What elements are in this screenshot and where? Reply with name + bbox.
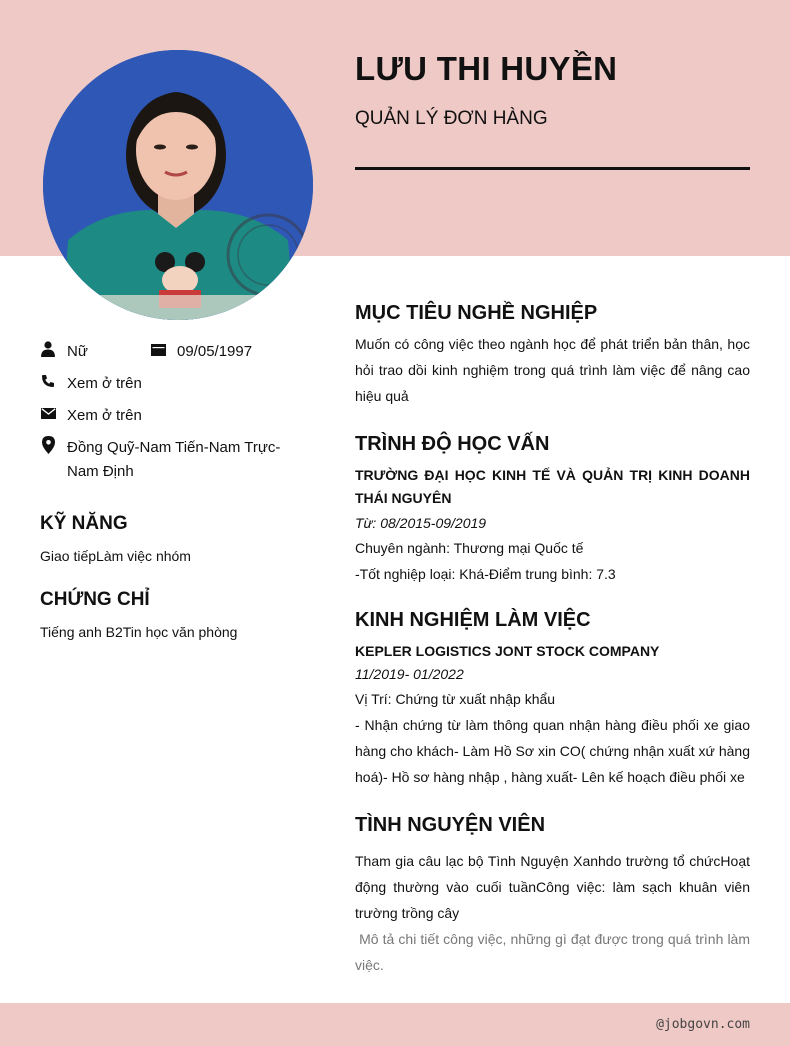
education-period: Từ: 08/2015-09/2019 [355, 515, 487, 531]
gender-row [40, 340, 88, 364]
volunteer-section [355, 814, 754, 978]
gender-value: Nữ [67, 343, 88, 360]
phone-icon [40, 372, 56, 390]
education-heading: TRÌNH ĐỘ HỌC VẤN [355, 433, 550, 455]
volunteer-heading: TÌNH NGUYỆN VIÊN [355, 814, 546, 836]
objective-section [355, 302, 750, 409]
experience-period: 11/2019- 01/2022 [355, 666, 464, 682]
experience-section [355, 609, 750, 790]
user-icon [40, 340, 56, 358]
birthdate-value: 09/05/1997 [177, 343, 253, 360]
education-section [355, 433, 750, 587]
header-divider [355, 167, 750, 170]
education-major: Chuyên ngành: Thương mại Quốc tế [355, 540, 584, 556]
phone-row [40, 372, 142, 396]
company-name: KEPLER LOGISTICS JONT STOCK COMPANY [355, 643, 660, 659]
calendar-icon [150, 340, 166, 358]
skills-heading: KỸ NĂNG [40, 513, 128, 534]
volunteer-hint: Mô tả chi tiết công việc, những gì đạt được trong quá trình làm việc. [355, 931, 754, 973]
candidate-name: LƯU THI HUYỀN [355, 50, 618, 87]
address-value: Đồng Quỹ-Nam Tiến-Nam Trực-Nam Định [67, 439, 281, 480]
location-icon [40, 436, 56, 454]
certificates-text: Tiếng anh B2Tin học văn phòng [40, 624, 238, 640]
experience-position: Vị Trí: Chứng từ xuất nhập khẩu [355, 691, 556, 707]
avatar [43, 50, 313, 320]
objective-heading: MỤC TIÊU NGHỀ NGHIỆP [355, 302, 598, 324]
volunteer-text: Tham gia câu lạc bộ Tình Nguyện Xanhdo trường tổ chứcHoạt động thường vào cuối tuầnCông việc: làm sạch khuân viên trường trồng cây [355, 853, 750, 921]
footer-site: @jobgovn.com [656, 1017, 750, 1032]
certificates-heading: CHỨNG CHỈ [40, 589, 150, 610]
email-row [40, 404, 142, 428]
birthdate-row [150, 340, 252, 364]
education-grade: -Tốt nghiệp loại: Khá-Điểm trung bình: 7.3 [355, 566, 616, 582]
email-value: Xem ở trên [67, 407, 142, 424]
phone-value: Xem ở trên [67, 375, 142, 392]
school-name: TRƯỜNG ĐẠI HỌC KINH TẾ VÀ QUẢN TRỊ KINH DOANH THÁI NGUYÊN [355, 467, 750, 506]
address-row [40, 436, 300, 484]
experience-description: - Nhận chứng từ làm thông quan nhận hàng điều phối xe giao hàng cho khách- Làm Hồ Sơ xin CO( chứng nhận xuất xứ hàng hoá)- Hồ sơ hàng nhập , hàng xuất- Lên kế hoạch điều phối xe [355, 717, 750, 785]
mail-icon [40, 404, 56, 422]
experience-heading: KINH NGHIỆM LÀM VIỆC [355, 609, 591, 631]
candidate-role: QUẢN LÝ ĐƠN HÀNG [355, 108, 548, 129]
objective-text: Muốn có công việc theo ngành học để phát triển bản thân, học hỏi trao dồi kinh nghiệm trong quá trình làm việc để nâng cao hiệu quả [355, 336, 750, 404]
skills-text: Giao tiếpLàm việc nhóm [40, 548, 191, 564]
